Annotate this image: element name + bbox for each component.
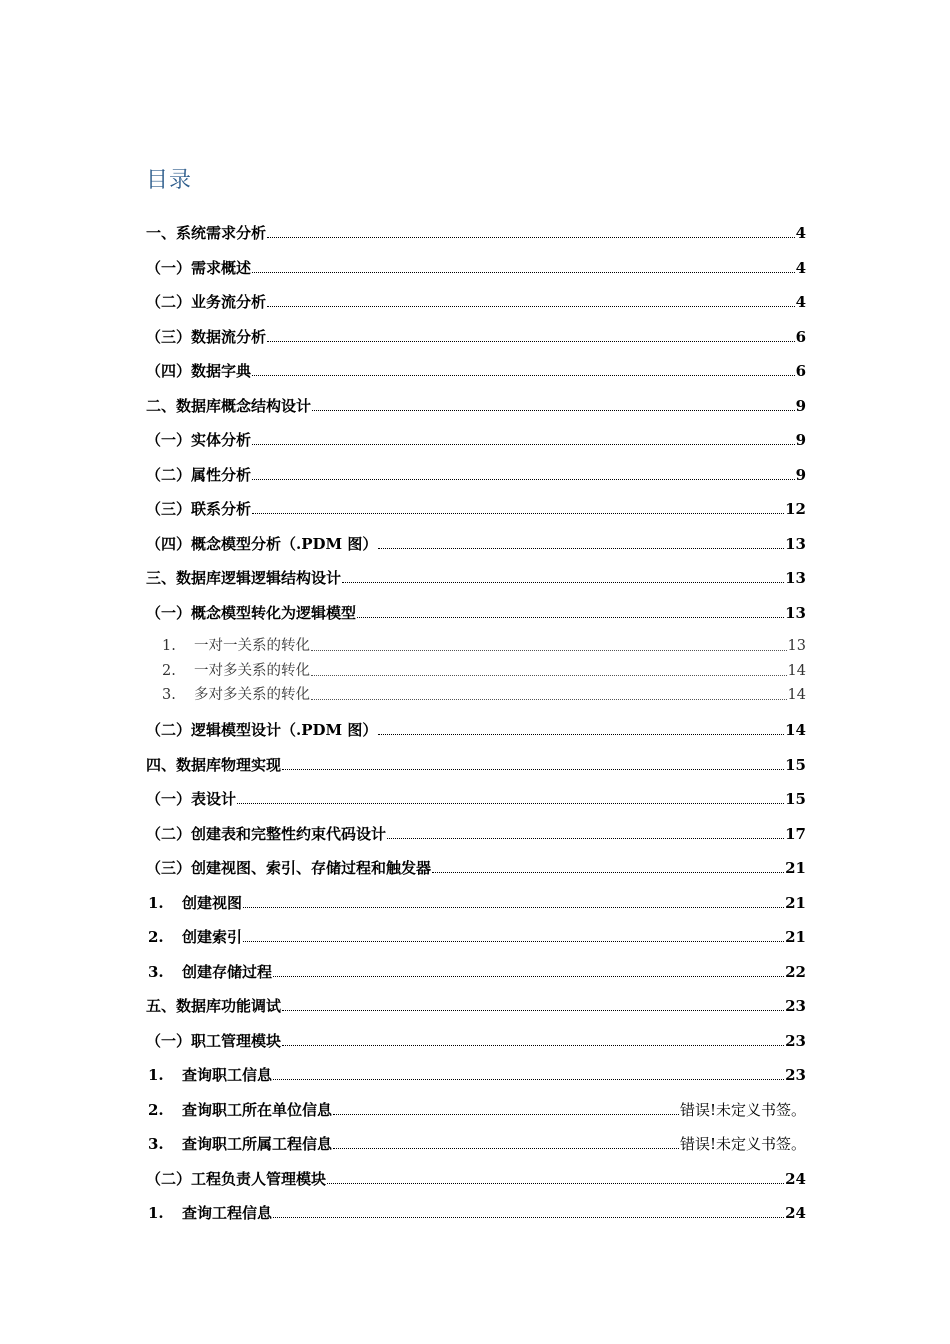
toc-entry[interactable] (146, 1129, 806, 1153)
toc-entry-page: 21 (785, 928, 806, 946)
toc-entry-page: 14 (785, 721, 806, 739)
toc-entry[interactable] (146, 888, 806, 912)
toc-entry[interactable] (146, 322, 806, 346)
toc-entry-page: 6 (795, 327, 806, 346)
dot-leader (273, 1216, 784, 1218)
dot-leader (267, 305, 795, 307)
toc-entry[interactable] (146, 1026, 806, 1050)
toc-entry-label: 多对多关系的转化 (194, 687, 310, 703)
toc-entry[interactable] (146, 425, 806, 449)
dot-leader (333, 1113, 679, 1115)
toc-entry-page: 12 (785, 500, 806, 518)
toc-entry-label: （二）逻辑模型设计（.PDM 图） (146, 721, 378, 739)
dot-leader (282, 768, 784, 770)
dot-leader (252, 374, 795, 376)
toc-entry-page: 13 (787, 638, 806, 654)
dot-leader (243, 940, 784, 942)
toc-entry-label: （三）创建视图、索引、存储过程和触发器 (146, 859, 432, 877)
toc-entry-label: 查询职工所在单位信息 (182, 1100, 333, 1119)
toc-entry-number: 2. (162, 662, 176, 679)
dot-leader (432, 871, 784, 873)
dot-leader (267, 340, 795, 342)
dot-leader (387, 837, 784, 839)
toc-entry-label: 查询职工信息 (182, 1066, 273, 1084)
dot-leader (327, 1182, 784, 1184)
toc-entry-label: （一）实体分析 (146, 431, 252, 449)
toc-entry-page: 13 (785, 569, 806, 587)
toc-entry-page: 4 (795, 293, 806, 311)
toc-entry-number: 3. (162, 687, 176, 703)
toc-entry-label: （四）概念模型分析（.PDM 图） (146, 534, 378, 553)
dot-leader (252, 443, 795, 445)
dot-leader (237, 802, 784, 804)
toc-entry-page: 23 (785, 1066, 806, 1084)
toc-entry-page: 错误!未定义书签。 (679, 1100, 806, 1119)
toc-entry-page: 错误!未定义书签。 (679, 1135, 806, 1153)
toc-entry-label: 查询工程信息 (182, 1204, 273, 1222)
toc-entry-number: 1. (148, 1066, 164, 1084)
toc-entry-number: 2. (148, 928, 164, 946)
toc-entry-label: （四）数据字典 (146, 362, 252, 380)
toc-entry[interactable] (146, 957, 806, 981)
toc-entry-page: 14 (787, 687, 806, 703)
toc-entry[interactable] (146, 819, 806, 843)
toc-entry[interactable] (146, 1164, 806, 1188)
toc-entry[interactable] (146, 287, 806, 311)
toc-entry-label: （三）联系分析 (146, 500, 252, 518)
dot-leader (312, 409, 795, 411)
toc-entry-page: 13 (785, 603, 806, 622)
toc-entry-page: 23 (785, 997, 806, 1015)
toc-entry[interactable] (146, 656, 806, 680)
toc-entry[interactable] (146, 494, 806, 518)
dot-leader (333, 1147, 679, 1149)
toc-entry[interactable] (146, 598, 806, 622)
toc-entry[interactable] (146, 253, 806, 277)
toc-entry-page: 15 (785, 790, 806, 808)
toc-entry[interactable] (146, 1060, 806, 1084)
toc-entry-page: 24 (785, 1169, 806, 1188)
toc-entry[interactable] (146, 529, 806, 553)
toc-entry-label: 一对多关系的转化 (194, 662, 310, 679)
dot-leader (282, 1044, 784, 1046)
toc-entry-page: 9 (795, 465, 806, 484)
toc-entry-page: 23 (785, 1031, 806, 1050)
toc-entry-label: （二）属性分析 (146, 465, 252, 484)
toc-entry[interactable] (146, 460, 806, 484)
toc-entry-label: （二）业务流分析 (146, 293, 267, 311)
dot-leader (273, 975, 784, 977)
dot-leader (378, 547, 784, 549)
toc-entry-page: 17 (785, 824, 806, 843)
toc-title: 目录 (146, 168, 193, 193)
toc-entry-page: 15 (785, 755, 806, 774)
dot-leader (311, 649, 787, 651)
toc-entry-label: 三、数据库逻辑逻辑结构设计 (146, 569, 342, 587)
dot-leader (252, 512, 784, 514)
toc-entry-label: 二、数据库概念结构设计 (146, 396, 312, 415)
toc-entry-label: 一对一关系的转化 (194, 638, 310, 654)
toc-entry[interactable] (146, 1095, 806, 1119)
toc-entry[interactable] (146, 784, 806, 808)
toc-entry-number: 3. (148, 1135, 164, 1153)
toc-entry[interactable] (146, 631, 806, 655)
toc-entry[interactable] (146, 750, 806, 774)
dot-leader (243, 906, 784, 908)
toc-entry-label: 一、系统需求分析 (146, 224, 267, 242)
dot-leader (252, 478, 795, 480)
toc-entry-page: 9 (795, 396, 806, 415)
toc-entry[interactable] (146, 715, 806, 739)
toc-entry-label: 五、数据库功能调试 (146, 997, 282, 1015)
dot-leader (311, 698, 787, 700)
toc-entry[interactable] (146, 680, 806, 704)
toc-entry-label: （二）工程负责人管理模块 (146, 1169, 327, 1188)
toc-entry-number: 1. (148, 893, 164, 912)
toc-entry-page: 4 (795, 258, 806, 277)
toc-entry-page: 13 (785, 534, 806, 553)
toc-entry[interactable] (146, 1198, 806, 1222)
toc-entry-label: 查询职工所属工程信息 (182, 1135, 333, 1153)
dot-leader (273, 1078, 784, 1080)
toc-entry-page: 21 (785, 893, 806, 912)
toc-entry-page: 9 (795, 431, 806, 449)
toc-entry[interactable] (146, 853, 806, 877)
toc-entry-number: 1. (162, 638, 176, 654)
dot-leader (311, 674, 787, 676)
toc-entry-number: 1. (148, 1204, 164, 1222)
dot-leader (342, 581, 784, 583)
dot-leader (378, 733, 784, 735)
toc-entry-label: （一）需求概述 (146, 258, 252, 277)
toc-entry[interactable] (146, 922, 806, 946)
toc-entry-label: （二）创建表和完整性约束代码设计 (146, 824, 387, 843)
toc-entry-label: （一）表设计 (146, 790, 237, 808)
toc-entry-page: 6 (795, 362, 806, 380)
toc-entry-label: （一）概念模型转化为逻辑模型 (146, 603, 357, 622)
toc-entry-page: 24 (785, 1204, 806, 1222)
toc-entry-page: 21 (785, 859, 806, 877)
toc-entry[interactable] (146, 563, 806, 587)
toc-entry-label: （一）职工管理模块 (146, 1031, 282, 1050)
toc-entry-label: 创建索引 (182, 928, 243, 946)
toc-entry-label: 四、数据库物理实现 (146, 755, 282, 774)
dot-leader (282, 1009, 784, 1011)
toc-entry-label: 创建存储过程 (182, 962, 273, 981)
toc-entry-page: 22 (785, 962, 806, 981)
dot-leader (252, 271, 795, 273)
toc-entry-page: 4 (795, 224, 806, 242)
toc-entry-page: 14 (787, 662, 806, 679)
dot-leader (267, 236, 795, 238)
toc-entry-number: 3. (148, 962, 164, 981)
toc-entry-label: （三）数据流分析 (146, 327, 267, 346)
toc-entry-label: 创建视图 (182, 893, 243, 912)
dot-leader (357, 616, 784, 618)
toc-entry[interactable] (146, 991, 806, 1015)
toc-entry[interactable] (146, 356, 806, 380)
toc-entry[interactable] (146, 391, 806, 415)
toc-entry[interactable] (146, 218, 806, 242)
toc-entry-number: 2. (148, 1100, 164, 1119)
